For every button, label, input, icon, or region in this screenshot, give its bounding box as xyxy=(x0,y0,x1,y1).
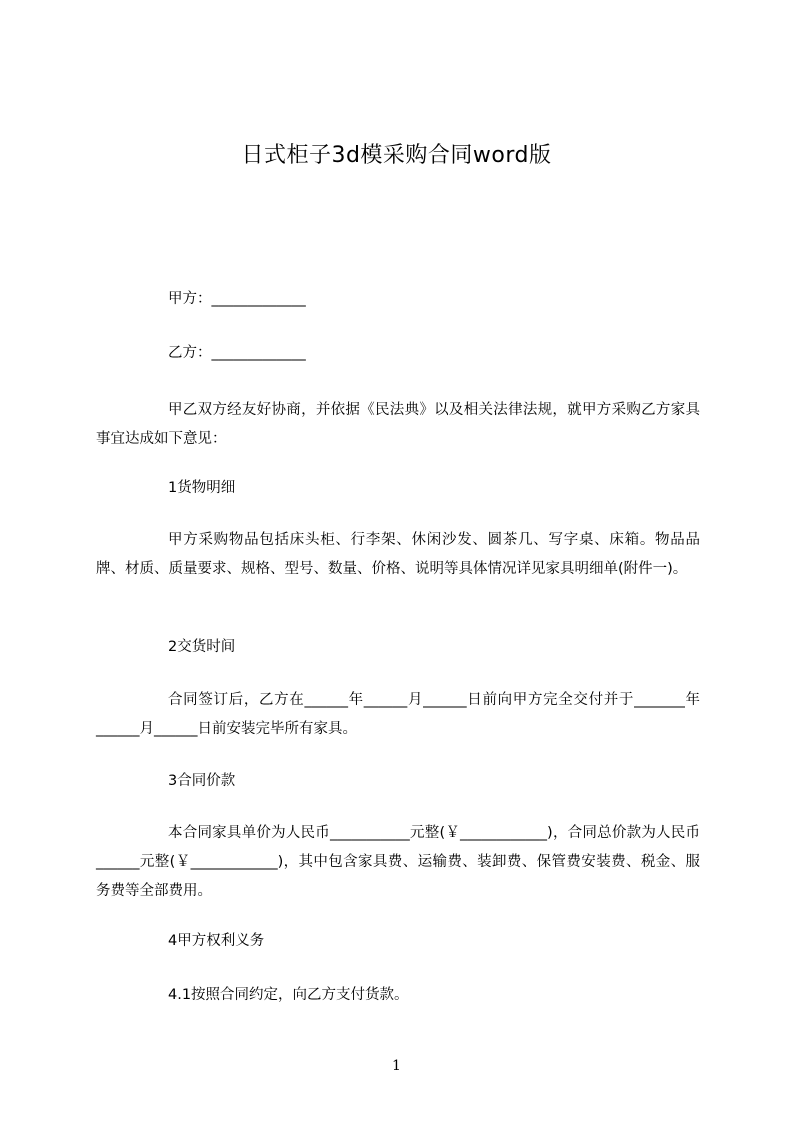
section-1-body: 甲方采购物品包括床头柜、行李架、休闲沙发、圆茶几、写字桌、床箱。物品品牌、材质、质量要求、规格、型号、数量、价格、说明等具体情况详见家具明细单(附件一)。 xyxy=(96,532,700,577)
section-4-heading: 4甲方权利义务 xyxy=(168,933,265,949)
section-3-heading: 3合同价款 xyxy=(168,773,236,789)
page-number: 1 xyxy=(392,1058,401,1074)
intro-paragraph: 甲乙双方经友好协商，并依据《民法典》以及相关法律法规，就甲方采购乙方家具事宜达成如下意见： xyxy=(96,402,700,447)
party-a-field: 甲方：_____________ xyxy=(168,291,306,307)
document-title: 日式柜子3d模采购合同word版 xyxy=(241,143,552,168)
party-b-field: 乙方：_____________ xyxy=(168,345,306,361)
section-1-heading: 1货物明细 xyxy=(168,480,236,496)
section-2-body: 合同签订后，乙方在______年______月______日前向甲方完全交付并于_______年______月______日前安装完毕所有家具。 xyxy=(96,692,700,737)
section-2-heading: 2交货时间 xyxy=(168,639,236,655)
section-3-body: 本合同家具单价为人民币___________元整(￥____________)，合同总价款为人民币______元整(￥____________)，其中包含家具费、运输费、装卸费、保管费安装费、税金、服务费等全部费用。 xyxy=(96,825,700,899)
section-4-item-1: 4.1按照合同约定，向乙方支付货款。 xyxy=(168,987,409,1003)
